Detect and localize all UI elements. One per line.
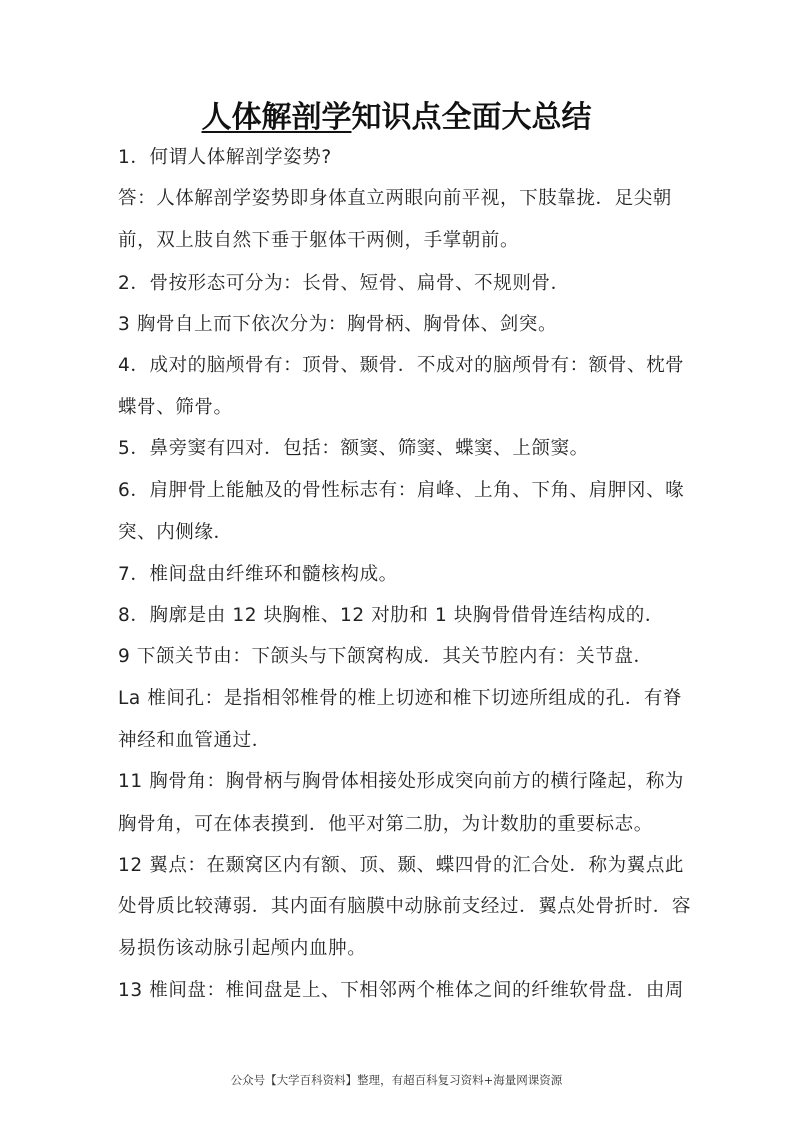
text-line: 蝶骨、筛骨。 xyxy=(118,397,233,418)
text-line: 前，双上肢自然下垂于躯体干两侧，手掌朝前。 xyxy=(118,230,520,251)
document-title xyxy=(0,98,793,138)
text-line: 3 胸骨自上而下依次分为：胸骨柄、胸骨体、剑突。 xyxy=(118,314,558,335)
title-rest: 知识点全面大总结 xyxy=(351,100,592,135)
text-line: 9 下颌关节由：下颌头与下颌窝构成．其关节腔内有：关节盘． xyxy=(118,646,653,667)
text-line: 突、内侧缘． xyxy=(118,522,233,543)
text-line: 处骨质比较薄弱．其内面有脑膜中动脉前支经过．翼点处骨折时．容 xyxy=(118,896,692,917)
text-line: 1．何谓人体解剖学姿势? xyxy=(118,147,332,168)
text-line: 4．成对的脑颅骨有：顶骨、颞骨．不成对的脑颅骨有：额骨、枕骨 xyxy=(118,355,685,376)
text-line: 5．鼻旁窦有四对．包括：额窦、筛窦、蝶窦、上颌窦。 xyxy=(118,438,589,459)
title-underlined: 人体解剖学 xyxy=(201,100,352,135)
text-line: 8．胸廓是由 12 块胸椎、12 对肋和 1 块胸骨借骨连结构成的． xyxy=(118,605,664,626)
text-line: 13 椎间盘：椎间盘是上、下相邻两个椎体之间的纤维软骨盘．由周 xyxy=(118,980,685,1001)
page-footer: 公众号【大学百科资料】整理，有超百科复习资料+海量网课资源 xyxy=(230,1073,563,1087)
text-line: 答：人体解剖学姿势即身体直立两眼向前平视，下肢靠拢．足尖朝 xyxy=(118,188,672,209)
text-line: La 椎间孔：是指相邻椎骨的椎上切迹和椎下切迹所组成的孔．有脊 xyxy=(118,688,683,709)
text-line: 神经和血管通过． xyxy=(118,730,271,751)
text-line: 12 翼点：在颞窝区内有额、顶、颞、蝶四骨的汇合处．称为翼点此 xyxy=(118,855,685,876)
text-line: 6．肩胛骨上能触及的骨性标志有：肩峰、上角、下角、肩胛冈、喙 xyxy=(118,480,685,501)
text-line: 2．骨按形态可分为：长骨、短骨、扁骨、不规则骨． xyxy=(118,273,570,294)
text-line: 11 胸骨角：胸骨柄与胸骨体相接处形成突向前方的横行隆起，称为 xyxy=(118,771,685,792)
text-line: 胸骨角，可在体表摸到．他平对第二肋，为计数肋的重要标志。 xyxy=(118,814,653,835)
text-line: 易损伤该动脉引起颅内血肿。 xyxy=(118,938,367,959)
text-line: 7．椎间盘由纤维环和髓核构成。 xyxy=(118,564,398,585)
